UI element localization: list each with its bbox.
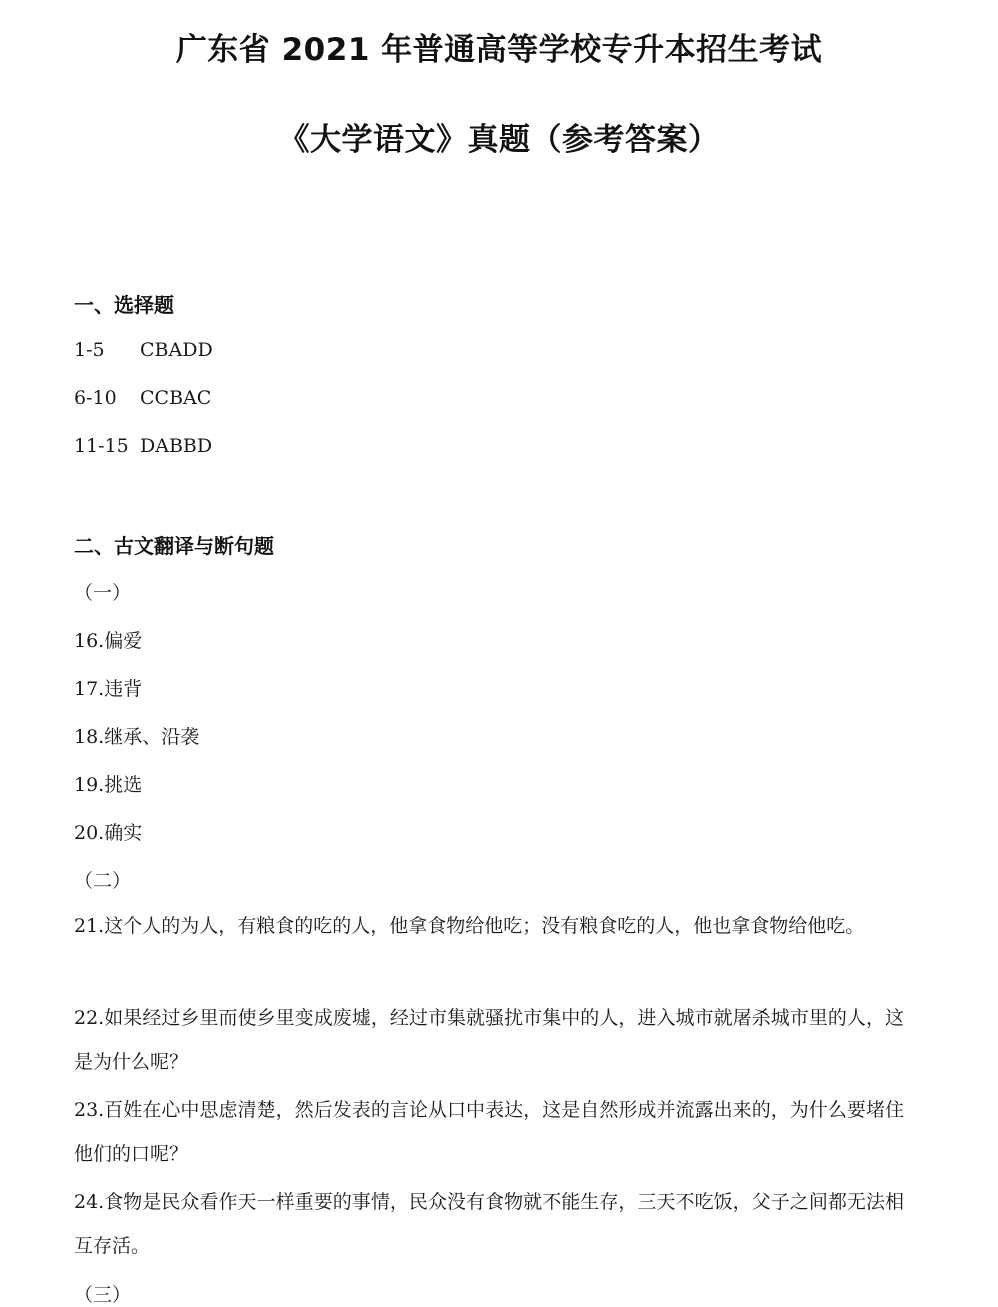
section2-heading: 二、古文翻译与断句题: [74, 534, 274, 558]
choice-row: [74, 387, 211, 409]
choice-row: [74, 339, 213, 361]
translation-paragraph: 23.百姓在心中思虑清楚，然后发表的言论从口中表达，这是自然形成并流露出来的，为什么要堵住他们的口呢？: [74, 1099, 904, 1165]
part3-label: （三）: [74, 1284, 132, 1306]
answer-item: 16.偏爱: [74, 630, 143, 652]
choice-row: [74, 435, 212, 457]
document-title-line2: 《大学语文》真题（参考答案）: [278, 122, 720, 158]
part2-label: （二）: [74, 870, 132, 892]
choice-range: 1-5: [74, 339, 105, 361]
section1-heading: 一、选择题: [74, 293, 174, 317]
document-title-line1: 广东省 2021 年普通高等学校专升本招生考试: [175, 32, 823, 68]
choice-answers: CCBAC: [140, 387, 212, 409]
translation-paragraph: 21.这个人的为人，有粮食的吃的人，他拿食物给他吃；没有粮食吃的人，他也拿食物给他吃。: [74, 915, 865, 937]
translation-paragraph: 24.食物是民众看作天一样重要的事情，民众没有食物就不能生存，三天不吃饭，父子之间都无法相互存活。: [74, 1191, 904, 1257]
choice-answers: CBADD: [140, 339, 213, 361]
answer-item: 17.违背: [74, 678, 143, 700]
answer-item: 18.继承、沿袭: [74, 726, 200, 748]
answer-item: 19.挑选: [74, 774, 143, 796]
choice-range: 11-15: [74, 435, 129, 457]
choice-range: 6-10: [74, 387, 117, 409]
choice-answers: DABBD: [140, 435, 213, 457]
translation-paragraph: 22.如果经过乡里而使乡里变成废墟，经过市集就骚扰市集中的人，进入城市就屠杀城市里的人，这是为什么呢？: [74, 1007, 904, 1073]
answer-item: 20.确实: [74, 822, 143, 844]
part1-label: （一）: [74, 582, 132, 604]
